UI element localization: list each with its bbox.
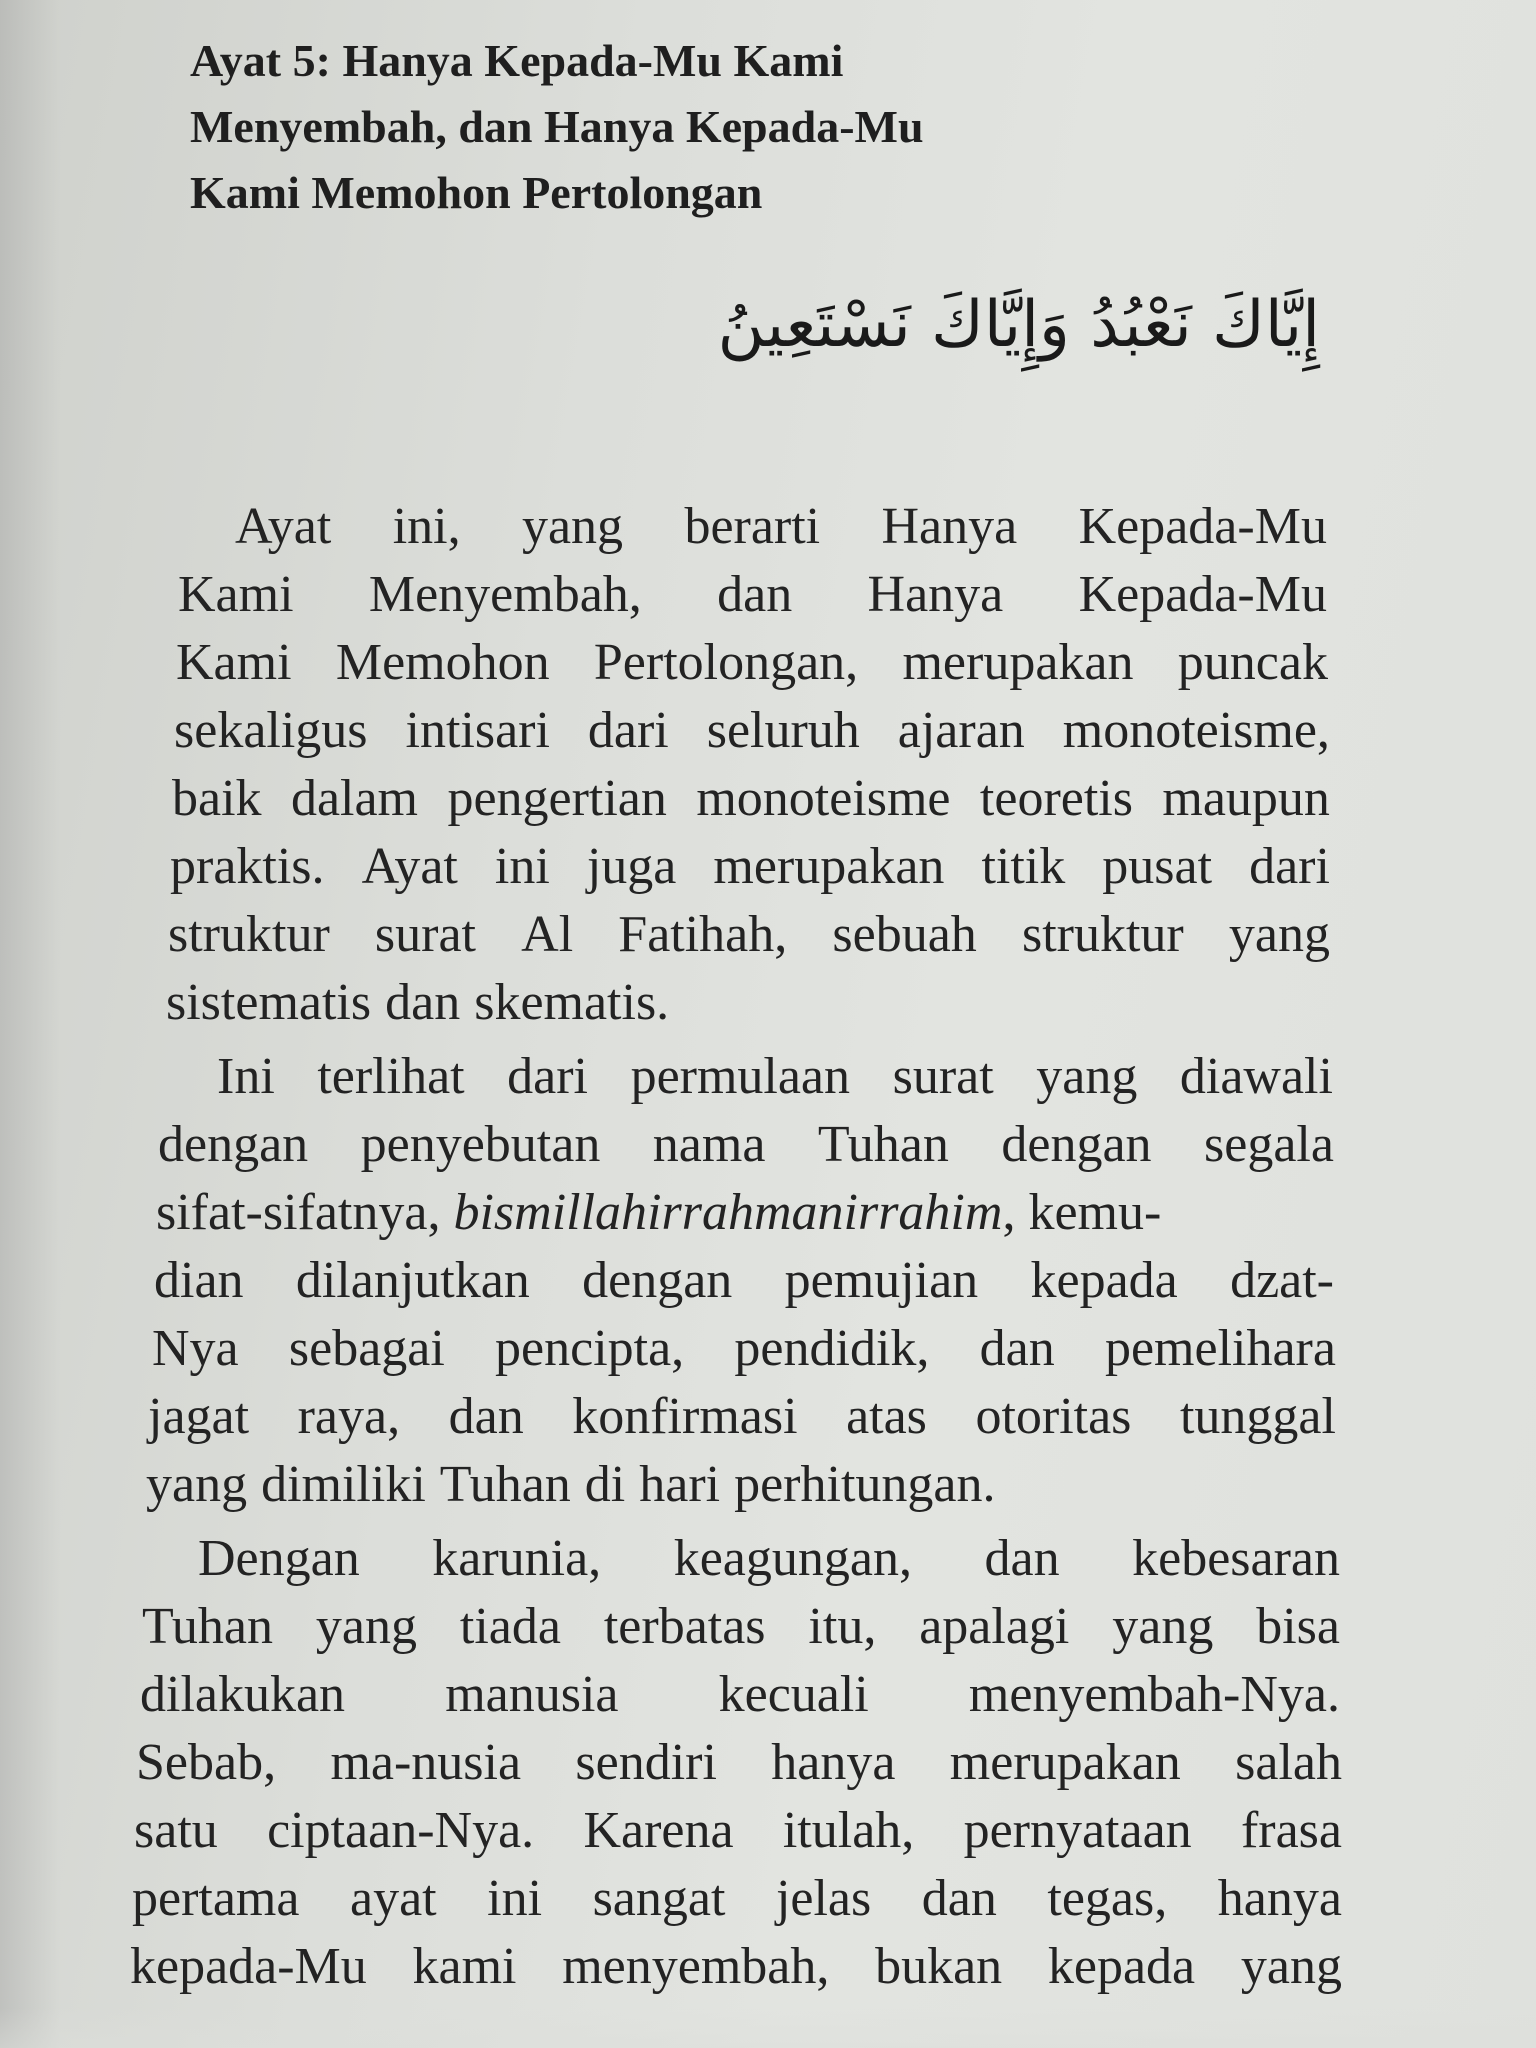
word: atas [846, 1388, 927, 1445]
word: Ini [217, 1048, 275, 1105]
word: hanya [1217, 1870, 1342, 1927]
word: segala [1204, 1116, 1334, 1173]
word: karunia, [432, 1530, 602, 1587]
word: monoteisme, [1062, 702, 1330, 759]
word: surat [892, 1048, 994, 1105]
text-line [172, 764, 1330, 834]
word: menyembah-Nya. [968, 1666, 1340, 1723]
word: penyebutan [360, 1116, 601, 1173]
word: pendidik, [734, 1320, 930, 1377]
word: baik [172, 770, 262, 827]
word: frasa [1240, 1802, 1342, 1859]
word: seluruh [706, 702, 860, 759]
word: Menyembah, [368, 566, 642, 623]
word: otoritas [975, 1388, 1132, 1445]
word: satu [134, 1802, 218, 1859]
word: skematis. [474, 974, 670, 1031]
word: bukan [875, 1938, 1003, 1995]
word: teoretis [979, 770, 1133, 827]
word: nama [652, 1116, 766, 1173]
word: dan [448, 1388, 524, 1445]
word: ciptaan-Nya. [267, 1802, 535, 1859]
word: Tuhan [817, 1116, 949, 1173]
word: dian [154, 1252, 244, 1309]
word: jelas [775, 1870, 872, 1927]
word: merupakan [902, 634, 1134, 691]
word: Pertolongan, [593, 634, 859, 691]
word: ini [494, 838, 550, 895]
word: dan [717, 566, 793, 623]
italic-term: bismillahirrahmanirrahim [453, 1184, 1003, 1241]
arabic-verse: إِيَّاكَ نَعْبُدُ وَإِيَّاكَ نَسْتَعِينُ [717, 288, 1320, 362]
text-line [132, 1864, 1342, 1934]
word: dan [385, 974, 461, 1031]
word: Memohon [335, 634, 550, 691]
word: dengan [582, 1252, 733, 1309]
word: konfirmasi [572, 1388, 798, 1445]
word: sendiri [575, 1734, 717, 1791]
text-line [235, 492, 1327, 562]
word: intisari [405, 702, 550, 759]
text-line [168, 900, 1330, 970]
word: sistematis [166, 974, 372, 1031]
word: merupakan [713, 838, 945, 895]
word: terlihat [317, 1048, 465, 1105]
text-line [130, 1932, 1342, 2002]
word: sekaligus [174, 702, 368, 759]
word: tunggal [1179, 1388, 1336, 1445]
word: dari [1249, 838, 1330, 895]
word: raya, [297, 1388, 401, 1445]
word: juga [586, 838, 677, 895]
word: dengan [158, 1116, 309, 1173]
word: kebesaran [1132, 1530, 1340, 1587]
word: dilanjutkan [295, 1252, 530, 1309]
word: sebuah [832, 906, 977, 963]
word: yang [1036, 1048, 1138, 1105]
word: pencipta, [495, 1320, 685, 1377]
word: Sebab, [136, 1734, 277, 1791]
word: ajaran [897, 702, 1025, 759]
word: struktur [168, 906, 330, 963]
word: tiada [459, 1598, 561, 1655]
word: yang [1112, 1598, 1214, 1655]
word: kecuali [718, 1666, 869, 1723]
word: tegas, [1047, 1870, 1168, 1927]
word: hari [639, 1456, 721, 1513]
word: itulah, [782, 1802, 915, 1859]
word: yang [1228, 906, 1330, 963]
word: sebagai [288, 1320, 445, 1377]
word: hanya [771, 1734, 896, 1791]
heading-line-1: Ayat 5: Hanya Kepada-Mu Kami [190, 35, 844, 86]
word: kepada [1047, 1938, 1196, 1995]
word: apalagi [919, 1598, 1070, 1655]
word: pernyataan [963, 1802, 1192, 1859]
text-line [136, 1728, 1342, 1798]
word: Kami [176, 634, 292, 691]
word: dan [921, 1870, 997, 1927]
word: praktis. [170, 838, 325, 895]
text-line [178, 560, 1327, 630]
text-segment: sifat-sifatnya, [156, 1184, 441, 1241]
word: bisa [1256, 1598, 1340, 1655]
word: sangat [592, 1870, 726, 1927]
text-line [152, 1314, 1336, 1384]
text-line [158, 1110, 1334, 1180]
text-line [142, 1592, 1340, 1662]
word: terbatas [603, 1598, 766, 1655]
word: Kami [178, 566, 294, 623]
word: Hanya [881, 498, 1018, 555]
text-line [166, 968, 1330, 1038]
word: dan [984, 1530, 1060, 1587]
word: Ayat [235, 498, 332, 555]
word: Hanya [867, 566, 1004, 623]
word: manusia [445, 1666, 619, 1723]
word: puncak [1177, 634, 1328, 691]
word: pemujian [784, 1252, 979, 1309]
word: diawali [1179, 1048, 1333, 1105]
word: yang [315, 1598, 417, 1655]
word: Tuhan [439, 1456, 571, 1513]
word: pengertian [447, 770, 667, 827]
word: dzat- [1230, 1252, 1334, 1309]
word: kami [412, 1938, 517, 1995]
word: kepada [1030, 1252, 1178, 1309]
word: dimiliki [261, 1456, 426, 1513]
text-line [174, 696, 1330, 766]
word: monoteisme [696, 770, 951, 827]
word: Fatihah, [618, 906, 788, 963]
word: Kepada-Mu [1078, 498, 1327, 555]
text-line [146, 1450, 1336, 1520]
word: pemelihara [1104, 1320, 1336, 1377]
word: yang [146, 1456, 248, 1513]
page-fade [0, 2008, 1536, 2048]
word: menyembah, [562, 1938, 830, 1995]
text-line [176, 628, 1328, 698]
text-line [148, 1382, 1336, 1452]
text-line [170, 832, 1330, 902]
word: dari [587, 702, 669, 759]
text-line [154, 1246, 1334, 1316]
word: Karena [583, 1802, 734, 1859]
word: ma-nusia [330, 1734, 522, 1791]
word: Dengan [198, 1530, 360, 1587]
word: Nya [152, 1320, 239, 1377]
text-line [217, 1042, 1333, 1112]
heading-line-3: Kami Memohon Pertolongan [190, 167, 763, 218]
word: Al [521, 906, 574, 963]
word: itu, [808, 1598, 877, 1655]
word: salah [1235, 1734, 1342, 1791]
word: struktur [1021, 906, 1184, 963]
word: dilakukan [140, 1666, 346, 1723]
word: titik [981, 838, 1066, 895]
text-line [140, 1660, 1340, 1730]
word: surat [374, 906, 476, 963]
text-line-mixed [156, 1178, 1334, 1248]
word: maupun [1162, 770, 1330, 827]
word: kepada-Mu [130, 1938, 367, 1995]
text-line [134, 1796, 1342, 1866]
word: Kepada-Mu [1078, 566, 1327, 623]
word: yang [521, 498, 624, 555]
word: pertama [132, 1870, 300, 1927]
word: pusat [1102, 838, 1213, 895]
word: dari [507, 1048, 588, 1105]
word: dalam [290, 770, 419, 827]
word: ayat [349, 1870, 437, 1927]
word: Tuhan [142, 1598, 274, 1655]
word: Ayat [361, 838, 458, 895]
text-segment: , kemu- [1002, 1184, 1162, 1241]
word: berarti [684, 498, 821, 555]
word: yang [1240, 1938, 1342, 1995]
word: ini [487, 1870, 543, 1927]
word: di [584, 1456, 626, 1513]
word: dengan [1001, 1116, 1152, 1173]
word: dan [979, 1320, 1055, 1377]
heading-line-2: Menyembah, dan Hanya Kepada-Mu [190, 101, 924, 152]
word: permulaan [630, 1048, 851, 1105]
word: perhitungan. [734, 1456, 996, 1513]
text-line [198, 1524, 1340, 1594]
word: keagungan, [673, 1530, 912, 1587]
word: merupakan [949, 1734, 1181, 1791]
word: ini, [392, 498, 461, 555]
word: jagat [148, 1388, 250, 1445]
